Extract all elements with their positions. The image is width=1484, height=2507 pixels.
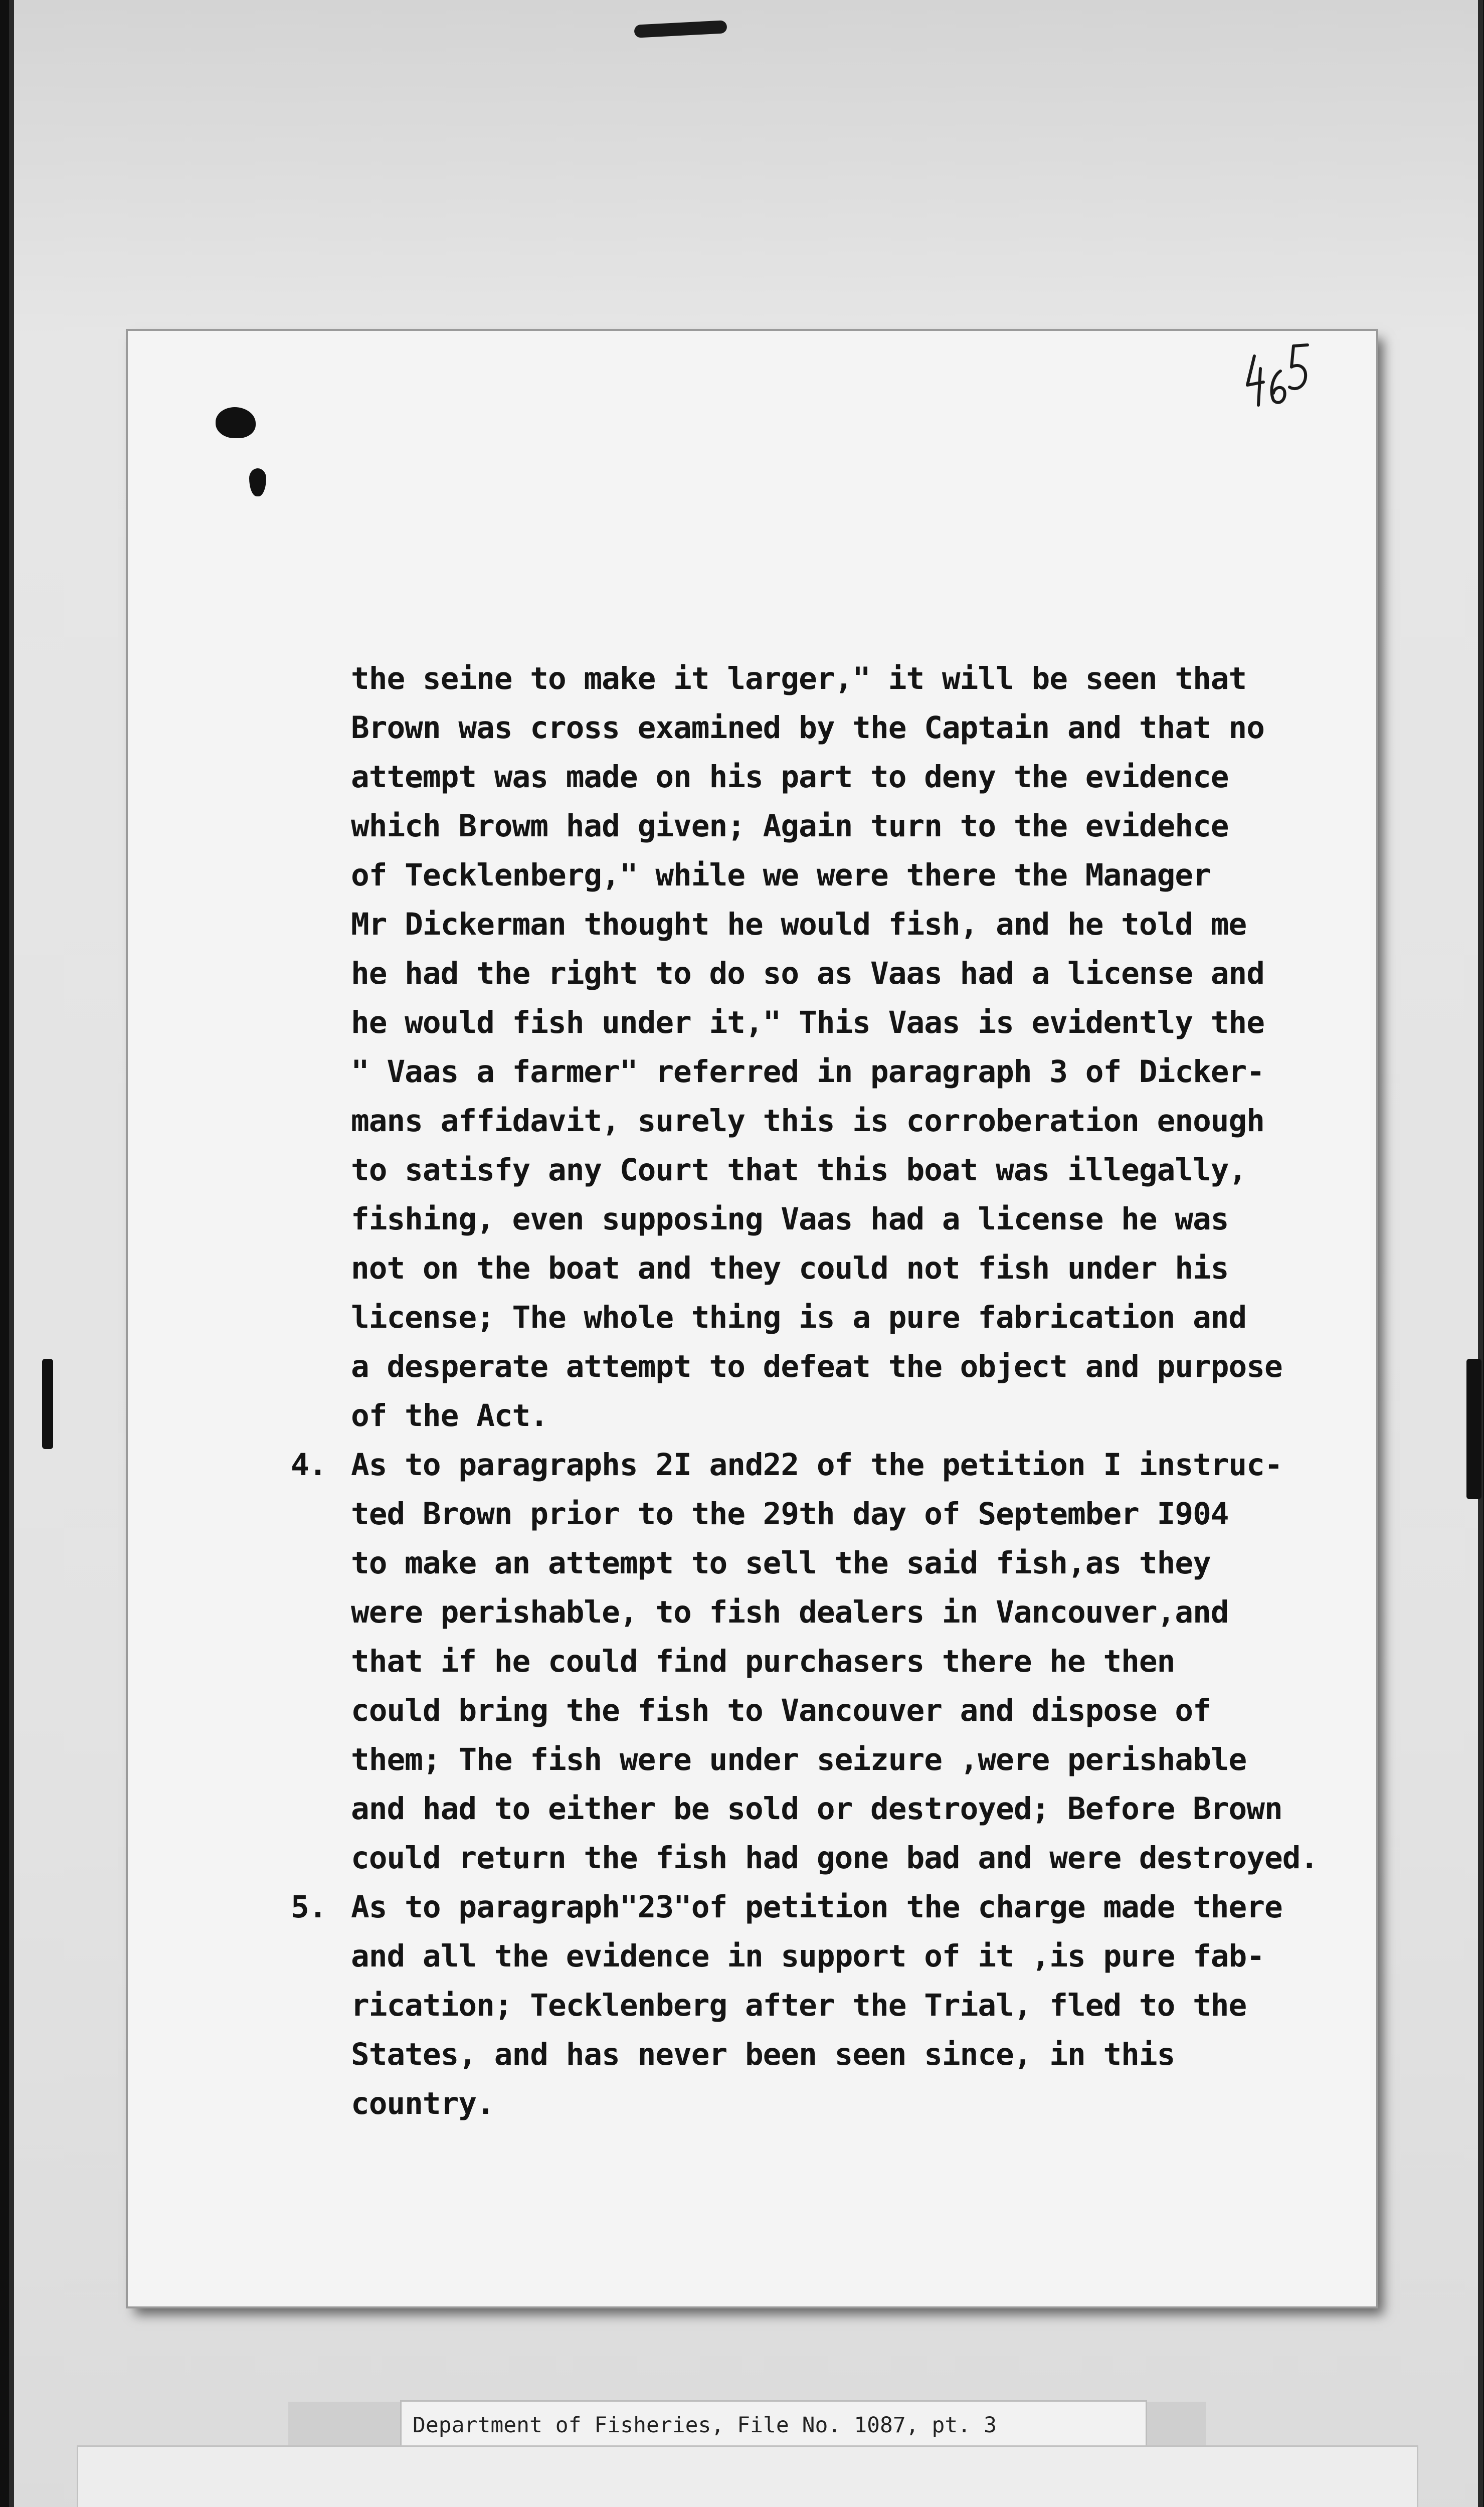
line-text: Brown was cross examined by the Captain and that no xyxy=(351,710,1264,746)
line-text: " Vaas a farmer" referred in paragraph 3 of Dicker- xyxy=(351,1054,1264,1090)
ink-blot xyxy=(216,407,256,438)
right-edge-mark xyxy=(1466,1359,1481,1499)
text-line xyxy=(351,1735,1354,1784)
text-line xyxy=(351,654,1354,703)
line-text: not on the boat and they could not fish under his xyxy=(351,1250,1229,1286)
line-text: Mr Dickerman thought he would fish, and he told me xyxy=(351,907,1247,942)
line-text: of the Act. xyxy=(351,1398,548,1434)
line-text: of Tecklenberg," while we were there the Manager xyxy=(351,857,1211,893)
text-line xyxy=(351,1637,1354,1686)
text-line xyxy=(351,1342,1354,1391)
text-line xyxy=(351,1244,1354,1293)
text-line xyxy=(351,1097,1354,1146)
handwritten-page-number xyxy=(1243,341,1314,421)
line-text: country. xyxy=(351,2086,494,2121)
text-line xyxy=(351,703,1354,753)
line-text: States, and has never been seen since, in this xyxy=(351,2037,1175,2072)
line-text: As to paragraph"23"of petition the charge made there xyxy=(351,1889,1282,1925)
line-text: rication; Tecklenberg after the Trial, fled to the xyxy=(351,1988,1247,2023)
line-text: to satisfy any Court that this boat was illegally, xyxy=(351,1152,1247,1188)
line-text: he would fish under it," This Vaas is evidently the xyxy=(351,1005,1264,1040)
text-line xyxy=(351,2079,1354,2128)
text-line xyxy=(351,2030,1354,2079)
text-line xyxy=(351,1490,1354,1539)
line-text: which Browm had given; Again turn to the evidehce xyxy=(351,808,1229,844)
line-text: the seine to make it larger," it will be seen that xyxy=(351,661,1247,696)
tape-strip xyxy=(288,2402,401,2448)
text-line xyxy=(351,1932,1354,1981)
line-text: he had the right to do so as Vaas had a license and xyxy=(351,956,1264,991)
line-text: and had to either be sold or destroyed; Before Brown xyxy=(351,1791,1282,1827)
numbered-paragraph-line xyxy=(291,1883,1354,1932)
text-line xyxy=(351,949,1354,998)
text-line xyxy=(351,1293,1354,1342)
text-line xyxy=(351,1981,1354,2030)
line-text: a desperate attempt to defeat the object and purpose xyxy=(351,1349,1282,1384)
text-line xyxy=(351,998,1354,1047)
line-text: and all the evidence in support of it ,is pure fab- xyxy=(351,1938,1264,1974)
left-edge-mark xyxy=(42,1359,53,1449)
text-line xyxy=(351,1047,1354,1097)
text-line xyxy=(351,1784,1354,1834)
line-text: were perishable, to fish dealers in Vancouver,and xyxy=(351,1594,1229,1630)
text-line xyxy=(351,802,1354,851)
line-text: fishing, even supposing Vaas had a license he was xyxy=(351,1201,1229,1237)
text-line xyxy=(351,753,1354,802)
text-line xyxy=(351,1686,1354,1735)
paragraph-number: 4. xyxy=(291,1447,327,1483)
file-reference-label: Department of Fisheries, File No. 1087, pt. 3 xyxy=(400,2400,1147,2450)
text-line xyxy=(351,851,1354,900)
text-line xyxy=(351,1834,1354,1883)
line-text: ted Brown prior to the 29th day of September I904 xyxy=(351,1496,1229,1532)
text-line xyxy=(351,1539,1354,1588)
text-line xyxy=(351,1391,1354,1441)
line-text: to make an attempt to sell the said fish,as they xyxy=(351,1545,1211,1581)
line-text: mans affidavit, surely this is corroberation enough xyxy=(351,1103,1264,1139)
line-text: that if he could find purchasers there he then xyxy=(351,1644,1175,1679)
line-text: could return the fish had gone bad and were destroyed. xyxy=(351,1840,1319,1876)
text-line xyxy=(351,1588,1354,1637)
text-line xyxy=(351,900,1354,949)
line-text: license; The whole thing is a pure fabrication and xyxy=(351,1300,1247,1335)
line-text: attempt was made on his part to deny the evidence xyxy=(351,759,1229,795)
line-text: them; The fish were under seizure ,were perishable xyxy=(351,1742,1247,1777)
line-text: could bring the fish to Vancouver and dispose of xyxy=(351,1693,1211,1728)
public-archives-stamp-card xyxy=(78,2447,1417,2507)
text-line xyxy=(351,1195,1354,1244)
paragraph-number: 5. xyxy=(291,1889,327,1925)
line-text: As to paragraphs 2I and22 of the petition I instruc- xyxy=(351,1447,1282,1483)
text-line xyxy=(351,1146,1354,1195)
numbered-paragraph-line xyxy=(291,1441,1354,1490)
letter-body-text xyxy=(291,654,1354,2128)
